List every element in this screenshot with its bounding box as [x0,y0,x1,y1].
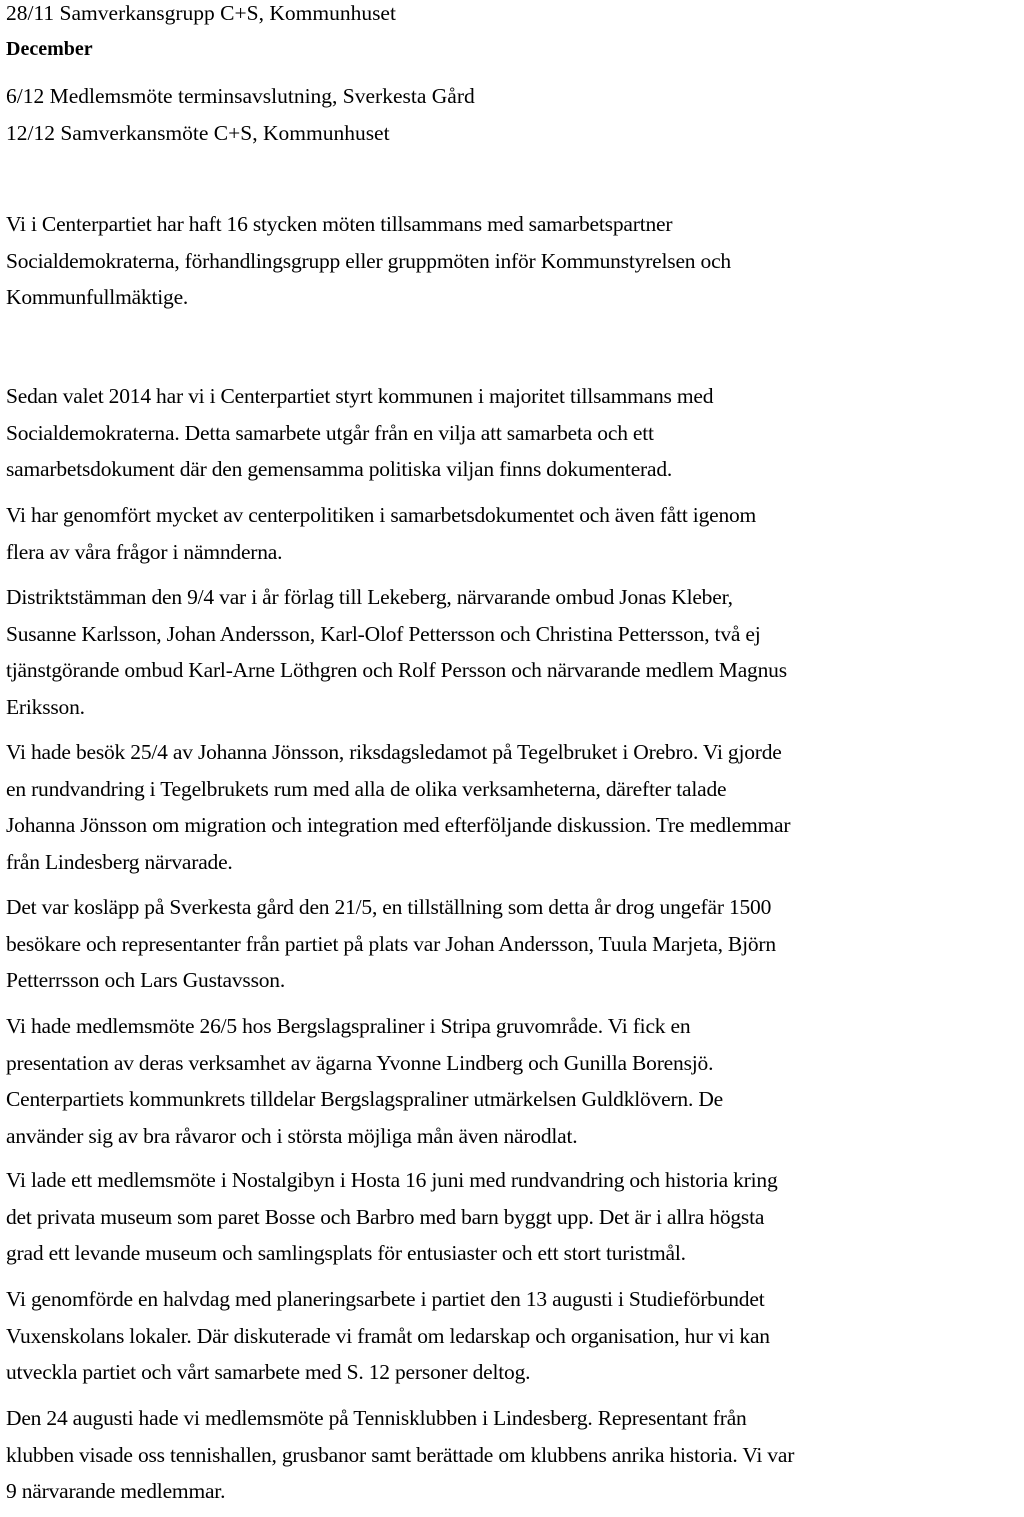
paragraph-line: Vi lade ett medlemsmöte i Nostalgibyn i Hosta 16 juni med rundvandring och historia kring [6,1168,778,1192]
paragraph-line: samarbetsdokument där den gemensamma politiska viljan finns dokumenterad. [6,457,673,481]
schedule-entry: 6/12 Medlemsmöte terminsavslutning, Sverkesta Gård [6,84,475,108]
paragraph-line: Vi genomförde en halvdag med planeringsarbete i partiet den 13 augusti i Studieförbundet [6,1287,765,1311]
paragraph-line: Socialdemokraterna. Detta samarbete utgår från en vilja att samarbeta och ett [6,420,654,445]
paragraph-line: 9 närvarande medlemmar. [6,1479,226,1503]
paragraph-line: Kommunfullmäktige. [6,285,189,309]
paragraph-line: Vi i Centerpartiet har haft 16 stycken möten tillsammans med samarbetspartner [6,212,673,236]
paragraph-line: Eriksson. [6,694,85,719]
paragraph-line: besökare och representanter från partiet på plats var Johan Andersson, Tuula Marjeta, Björn [6,931,776,956]
paragraph-line: Vi har genomfört mycket av centerpolitiken i samarbetsdokumentet och även fått igenom [6,503,757,527]
paragraph-line: Petterrsson och Lars Gustavsson. [6,968,286,992]
paragraph [6,734,1020,880]
paragraph-line: flera av våra frågor i nämnderna. [6,539,283,564]
paragraph-line: tjänstgörande ombud Karl-Arne Löthgren och Rolf Persson och närvarande medlem Magnus [6,658,787,682]
paragraph-line: grad ett levande museum och samlingsplats för entusiaster och ett stort turistmål. [6,1241,686,1265]
paragraph [6,1400,1020,1510]
paragraph-line: Centerpartiets kommunkrets tilldelar Bergslagspraliner utmärkelsen Guldklövern. De [6,1087,723,1111]
paragraph-line: Vi hade besök 25/4 av Johanna Jönsson, riksdagsledamot på Tegelbruket i Orebro. Vi gjorde [6,740,782,764]
paragraph-line: Distriktstämman den 9/4 var i år förlag till Lekeberg, närvarande ombud Jonas Kleber, [6,585,733,609]
paragraph-line: Susanne Karlsson, Johan Andersson, Karl-Olof Pettersson och Christina Pettersson, två ej [6,621,761,646]
paragraph [6,579,1020,725]
paragraph [6,1008,1020,1154]
paragraph-line: utveckla partiet och vårt samarbete med S. 12 personer deltog. [6,1360,531,1384]
paragraph-line: en rundvandring i Tegelbrukets rum med alla de olika verksamheterna, därefter talade [6,776,727,801]
paragraph [6,889,1020,999]
paragraph [6,1162,1020,1272]
paragraph [6,497,1020,570]
paragraph-line: Sedan valet 2014 har vi i Centerpartiet styrt kommunen i majoritet tillsammans med [6,384,714,408]
paragraph-line: klubben visade oss tennishallen, grusbanor samt berättade om klubbens anrika historia. Vi var [6,1442,795,1467]
month-heading: December [6,38,93,60]
paragraph-line: Det var kosläpp på Sverkesta gård den 21/5, en tillställning som detta år drog ungefär 1500 [6,895,772,919]
schedule-entry: 28/11 Samverkansgrupp C+S, Kommunhuset [6,1,396,25]
paragraph-line: det privata museum som paret Bosse och Barbro med barn byggt upp. Det är i allra högsta [6,1204,765,1229]
paragraph-line: använder sig av bra råvaror och i största möjliga mån även närodlat. [6,1123,578,1148]
paragraph [6,1281,1020,1391]
paragraph-line: Vuxenskolans lokaler. Där diskuterade vi framåt om ledarskap och organisation, hur vi kan [6,1323,770,1348]
paragraph-line: Socialdemokraterna, förhandlingsgrupp eller gruppmöten inför Kommunstyrelsen och [6,248,731,273]
paragraph-line: Den 24 augusti hade vi medlemsmöte på Tennisklubben i Lindesberg. Representant från [6,1406,747,1430]
paragraph [6,206,1020,316]
schedule-entry: 12/12 Samverkansmöte C+S, Kommunhuset [6,121,390,145]
paragraph-line: Johanna Jönsson om migration och integration med efterföljande diskussion. Tre medlemmar [6,813,791,837]
paragraph-line: presentation av deras verksamhet av ägarna Yvonne Lindberg och Gunilla Borensjö. [6,1050,714,1075]
paragraph-line: Vi hade medlemsmöte 26/5 hos Bergslagspraliner i Stripa gruvområde. Vi fick en [6,1014,691,1038]
paragraph-line: från Lindesberg närvarade. [6,849,233,874]
paragraph [6,378,1020,488]
